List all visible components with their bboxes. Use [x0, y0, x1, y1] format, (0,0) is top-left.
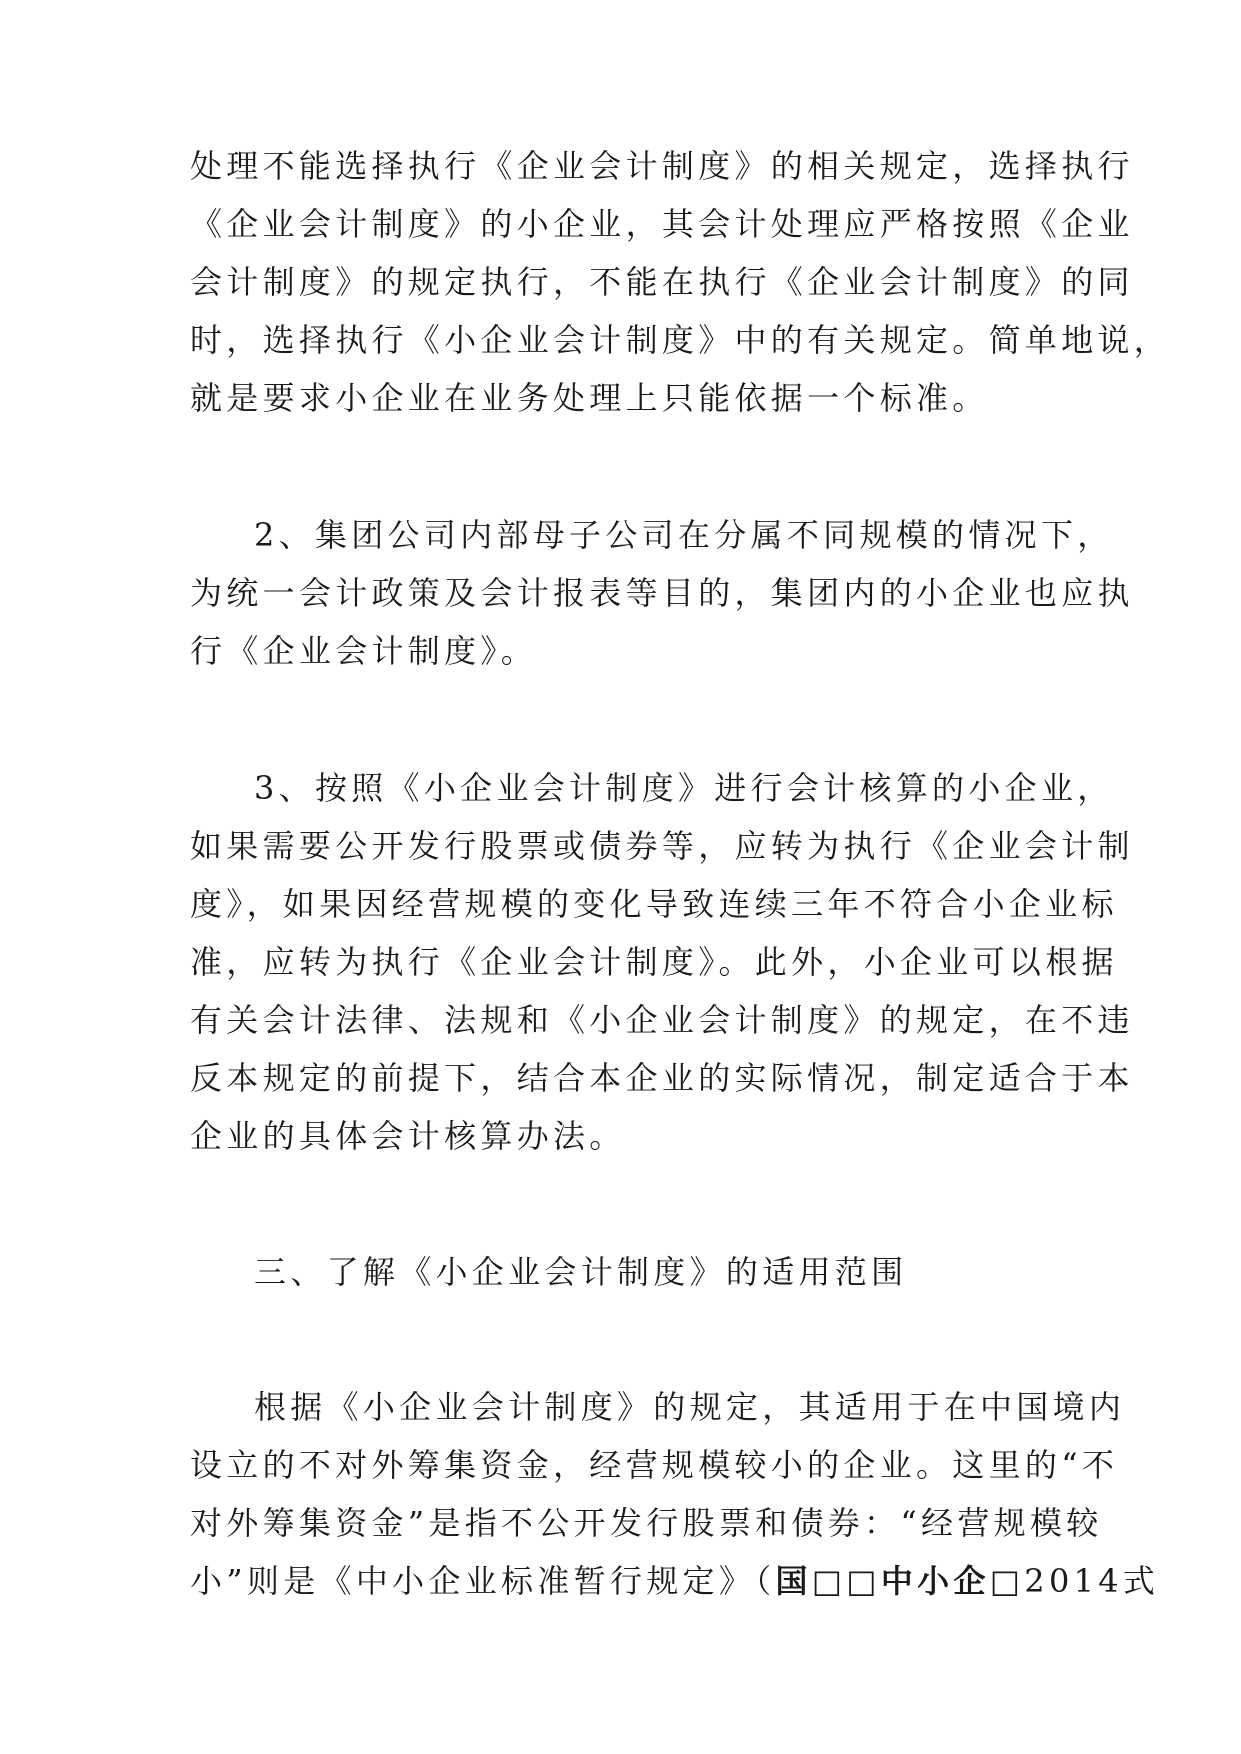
paragraph-2-line-2: 为统一会计政策及会计报表等目的，集团内的小企业也应执: [190, 574, 1134, 612]
paragraph-1-line-3: 会计制度》的规定执行，不能在执行《企业会计制度》的同: [190, 263, 1134, 301]
paragraph-3-line-4: 准，应转为执行《企业会计制度》。此外，小企业可以根据: [190, 943, 1118, 981]
paragraph-1-line-4: 时，选择执行《小企业会计制度》中的有关规定。简单地说，: [190, 321, 1171, 359]
paragraph-3-line-5: 有关会计法律、法规和《小企业会计制度》的规定，在不违: [190, 1001, 1134, 1039]
paragraph-1-line-2: 《企业会计制度》的小企业，其会计处理应严格按照《企业: [190, 205, 1134, 243]
paragraph-3-line-2: 如果需要公开发行股票或债券等，应转为执行《企业会计制: [190, 827, 1134, 865]
paragraph-3-line-7: 企业的具体会计核算办法。: [190, 1117, 626, 1155]
paragraph-4-line-4-end: 2014式: [1024, 1562, 1160, 1600]
paragraph-3-line-3: 度》，如果因经营规模的变化导致连续三年不符合小企业标: [190, 885, 1118, 923]
paragraph-4-line-4-start: 小”则是《中小企业标准暂行规定》（: [190, 1562, 776, 1600]
paragraph-2-line-3: 行《企业会计制度》。: [190, 632, 538, 670]
paragraph-4-line-1: 根据《小企业会计制度》的规定，其适用于在中国境内: [254, 1388, 1126, 1426]
paragraph-4-line-2: 设立的不对外筹集资金，经营规模较小的企业。这里的“不: [190, 1446, 1119, 1484]
paragraph-1-line-5: 就是要求小企业在业务处理上只能依据一个标准。: [190, 379, 989, 417]
paragraph-4-line-4: [190, 1551, 1160, 1611]
section-heading-3: 三、了解《小企业会计制度》的适用范围: [254, 1253, 908, 1291]
paragraph-4-line-3: 对外筹集资金”是指不公开发行股票和债券：“经营规模较: [190, 1504, 1103, 1542]
paragraph-1-line-1: 处理不能选择执行《企业会计制度》的相关规定，选择执行: [190, 147, 1134, 185]
paragraph-3-line-6: 反本规定的前提下，结合本企业的实际情况，制定适合于本: [190, 1059, 1134, 1097]
paragraph-3-line-1: 3、按照《小企业会计制度》进行会计核算的小企业，: [254, 769, 1114, 807]
paragraph-2-line-1: 2、集团公司内部母子公司在分属不同规模的情况下，: [254, 516, 1114, 554]
paragraph-4-line-4-bold: 国□□中小企□: [775, 1562, 1025, 1600]
